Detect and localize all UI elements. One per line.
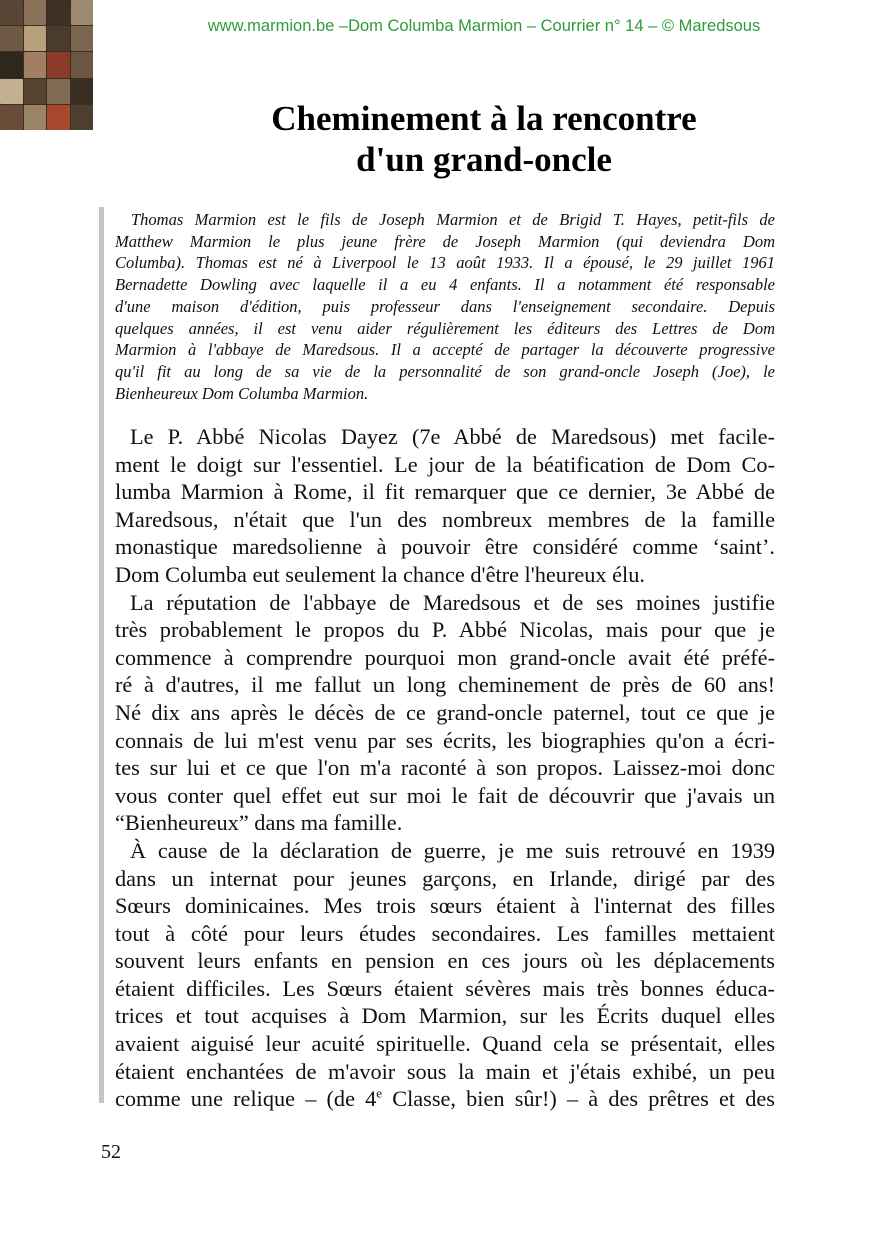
- intro-line: d'une maison d'édition, puis professeur dans l'enseignement secondaire. Depuis: [115, 296, 775, 316]
- body-line-last: [115, 1085, 775, 1113]
- intro-line: Matthew Marmion le plus jeune frère de Joseph Marmion (qui deviendra Dom: [115, 231, 775, 251]
- title-line-1: Cheminement à la rencontre: [271, 99, 697, 138]
- body-line: Le P. Abbé Nicolas Dayez (7e Abbé de Maredsous) met facile-: [130, 424, 775, 449]
- body-line: commence à comprendre pourquoi mon grand-oncle avait été préfé-: [115, 644, 775, 670]
- body-line: étaient difficiles. Les Sœurs étaient sévères mais très bonnes éduca-: [115, 975, 775, 1001]
- body-text: [115, 423, 775, 1113]
- body-line: ré à d'autres, il me fallut un long cheminement de près de 60 ans!: [115, 672, 775, 698]
- body-line: vous conter quel effet eut sur moi le fait de découvrir que j'avais un: [115, 782, 775, 808]
- body-line: dans un internat pour jeunes garçons, en Irlande, dirigé par des: [115, 865, 775, 891]
- body-line: avaient aiguisé leur acuité spirituelle. Quand cela se présentait, elles: [115, 1031, 775, 1057]
- photo-collage: [0, 0, 93, 130]
- body-line: lumba Marmion à Rome, il fit remarquer que ce dernier, 3e Abbé de: [115, 479, 775, 505]
- body-line: très probablement le propos du P. Abbé Nicolas, mais pour que je: [115, 617, 775, 643]
- body-line: Maredsous, n'était que l'un des nombreux membres de la famille: [115, 506, 775, 532]
- body-line: connais de lui m'est venu par ses écrits, les biographies qu'on a écri-: [115, 727, 775, 753]
- intro-line: Columba). Thomas est né à Liverpool le 13 août 1933. Il a épousé, le 29 juillet 1961: [115, 253, 775, 273]
- intro-paragraph: [115, 209, 775, 404]
- body-line: À cause de la déclaration de guerre, je me suis retrouvé en 1939: [130, 837, 775, 863]
- body-line: monastique maredsolienne à pouvoir être considéré comme ‘saint’.: [115, 534, 775, 560]
- page-title: [93, 98, 875, 180]
- intro-line: Marmion à l'abbaye de Maredsous. Il a accepté de partager la découverte progressive: [115, 340, 775, 360]
- body-line: tes sur lui et ce que l'on m'a raconté à son propos. Laissez-moi donc: [115, 755, 775, 781]
- intro-line: Bienheureux Dom Columba Marmion.: [115, 383, 369, 403]
- body-line: étaient enchantées de m'avoir sous la main et j'étais exhibé, un peu: [115, 1058, 775, 1084]
- intro-line: qu'il fit au long de sa vie de la personnalité de son grand-oncle Joseph (Joe), le: [115, 361, 775, 381]
- body-line: Dom Columba eut seulement la chance d'être l'heureux élu.: [115, 561, 645, 587]
- page-number: 52: [101, 1141, 121, 1163]
- last-line-start: comme une relique – (de 4: [115, 1086, 377, 1112]
- body-line: La réputation de l'abbaye de Maredsous et de ses moines justifie: [130, 589, 775, 615]
- body-line: “Bienheureux” dans ma famille.: [115, 810, 403, 836]
- header-url-line: www.marmion.be –Dom Columba Marmion – Courrier n° 14 – © Maredsous: [207, 17, 761, 35]
- last-line-end: Classe, bien sûr!) – à des prêtres et des: [382, 1086, 775, 1112]
- body-line: souvent leurs enfants en pension en ces jours où les déplacements: [115, 948, 775, 974]
- intro-line: Thomas Marmion est le fils de Joseph Marmion et de Brigid T. Hayes, petit-fils de: [131, 210, 775, 229]
- body-line: Sœurs dominicaines. Mes trois sœurs étaient à l'internat des filles: [115, 893, 775, 919]
- intro-line: quelques années, il est venu aider régulièrement les éditeurs des Lettres de Dom: [115, 318, 775, 338]
- ordinal-superscript: e: [376, 1085, 383, 1101]
- body-line: ment le doigt sur l'essentiel. Le jour de la béatification de Dom Co-: [115, 451, 775, 477]
- margin-bar: [99, 207, 104, 1103]
- body-line: trices et tout acquises à Dom Marmion, sur les Écrits duquel elles: [115, 1003, 775, 1029]
- body-line: tout à côté pour leurs études secondaires. Les familles mettaient: [115, 920, 775, 946]
- body-line: Né dix ans après le décès de ce grand-oncle paternel, tout ce que je: [115, 699, 775, 725]
- intro-line: Bernadette Dowling avec laquelle il a eu 4 enfants. Il a notamment été responsable: [115, 275, 775, 295]
- title-line-2: d'un grand-oncle: [356, 140, 612, 179]
